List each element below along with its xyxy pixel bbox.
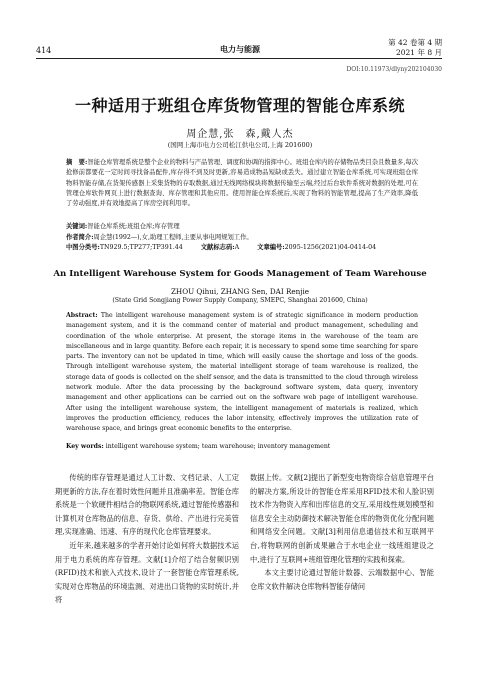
english-authors: ZHOU Qihui, ZHANG Sen, DAI Renjie [170,287,310,296]
clc-value: TN929.5;TP277;TP391.44 [99,244,183,251]
paper-title: 一种适用于班组仓库货物管理的智能仓库系统 [74,96,405,115]
clc-label: 中图分类号: [66,244,100,251]
keywords-cn [66,222,426,232]
keywords-en-label: Key words: [66,443,104,450]
author-intro [66,233,426,243]
volume-issue: 第 42 卷第 4 期 [388,38,442,47]
abstract-en [66,311,418,435]
body-column-right [250,471,434,593]
doc-code-label: 文献标志码: [200,244,235,251]
body-paragraph: 近年来,越来越多的学者开始讨论如何将大数据技术运用于电力系统的库存管理。文献[1]介绍了结合射频识别(RFID)技术和嵌入式技术,设计了一套智能仓库管理系统,实现对仓库物品的环境监测、对进出口货物的实时统计,并将 [55,540,239,605]
body-paragraph: 本文主要讨论通过智能计数器、云端数据中心、智能仓库文软件解决仓库物料智能存储问 [250,568,434,591]
author-intro-label: 作者简介: [66,233,94,241]
article-no-label: 文章编号: [257,244,285,251]
header-divider [36,58,442,59]
doc-code-value: A [234,244,240,251]
english-affiliation: (State Grid Songjiang Power Supply Company, SMEPC, Shanghai 201600, China) [112,297,368,304]
keywords-cn-label: 关键词: [66,223,88,230]
journal-name: 电力与能源 [220,45,260,54]
author-intro-text: 周企慧(1992—),女,助理工程师,主要从事电网规划工作。 [93,233,253,241]
keywords-en-text: intelligent warehouse system; team warehouse; inventory management [105,443,331,450]
body-paragraph: 数据上传。文献[2]提出了新型变电物资综合信息管理平台的解决方案,所设计的智能仓库采用RFID技术和人脸识别技术作为物资入库和出库信息的交互,采用线性规划模型和信息安全主动防御技术解决智能仓库的物资优化分配问题和网络安全问题。文献[3]利用信息通信技术和互联网平台,将物联网的创新成果融合于水电企业一线班组建设之中,进行了互联网+班组管理化管理的实践和探索。 [250,473,434,564]
author-list: 周企慧,张 森,戴人杰 [186,129,294,140]
keywords-cn-text: 智能仓库系统;班组仓库;库存管理 [87,223,180,230]
issue-date: 2021 年 8 月 [395,48,442,57]
article-no-value: 2095-1256(2021)04-0414-04 [284,244,377,251]
abstract-en-text: The intelligent warehouse management system is of strategic significance in modern production management system, and it is the command center of material and product management, scheduling and coordination of the whole enterprise. At present, the storage items in the warehouse of the team are miscellaneous and in large quantity. Before each repair, it is necessary to spend some time searching for spare parts. The inventory can not be updated in time, which will easily cause the shortage and loss of the goods. Through intelligent warehouse system, the material intelligent storage of team warehouse is realized, the storage data of goods is collected on the shelf sensor, and the data is transmitted to the cloud through wireless network module. After the data processing by the background software system, data query, inventory management and other applications can be carried out on the software web page of intelligent warehouse. After using the intelligent warehouse system, the intelligent management of materials is realized, which improves the production efficiency, reduces the labor intensity, effectively improves the utilization rate of warehouse space, and brings great economic benefits to the enterprise. [66,312,419,433]
english-title: An Intelligent Warehouse System for Goods Management of Team Warehouse [53,269,427,279]
body-paragraph: 传统的库存管理是通过人工计数、文档记录、人工定期更新的方法,存在着时效性问题并且准确率差。智能仓库系统是一个软硬件相结合的物联网系统,通过智能传感器和计算机对仓库物品的信息、存货、供给、产出进行完美管理,实现准确、迅速、有序的现代化仓库管理要求。 [55,473,239,537]
affiliation: (国网上海市电力公司松江供电公司,上海 201600) [167,141,313,149]
issue-info [388,38,442,58]
body-column-left [55,471,239,607]
abstract-cn [66,158,418,209]
classification-line [66,243,426,253]
abstract-cn-label: 摘 要: [66,159,88,166]
abstract-cn-text: 智能仓库管理系统是整个企业的物料与产品管理、调度和协调的指挥中心。班组仓库内的存储物品类目杂且数量多,每次抢修前都要花一定时间寻找备品配件,库存得不到及时更新,容易造成物品短缺或丢失。通过建立智能仓库系统,可实现班组仓库物料智能存储,在货架传感器上采集货物的存取数据,通过无线网络模块将数据传输至云端,经过后台软件系统对数据的处理,可在管理仓库软件网页上进行数据查询、库存管理和其他应用。使用智能仓库系统后,实现了物料的智能管理,提高了生产效率,降低了劳动强度,并有效地提高了库房空间利用率。 [66,159,418,208]
doi: DOI:10.11973/dlyny202104030 [346,66,442,73]
page-number: 414 [36,46,52,55]
keywords-en [66,443,418,450]
abstract-en-label: Abstract: [66,312,98,319]
